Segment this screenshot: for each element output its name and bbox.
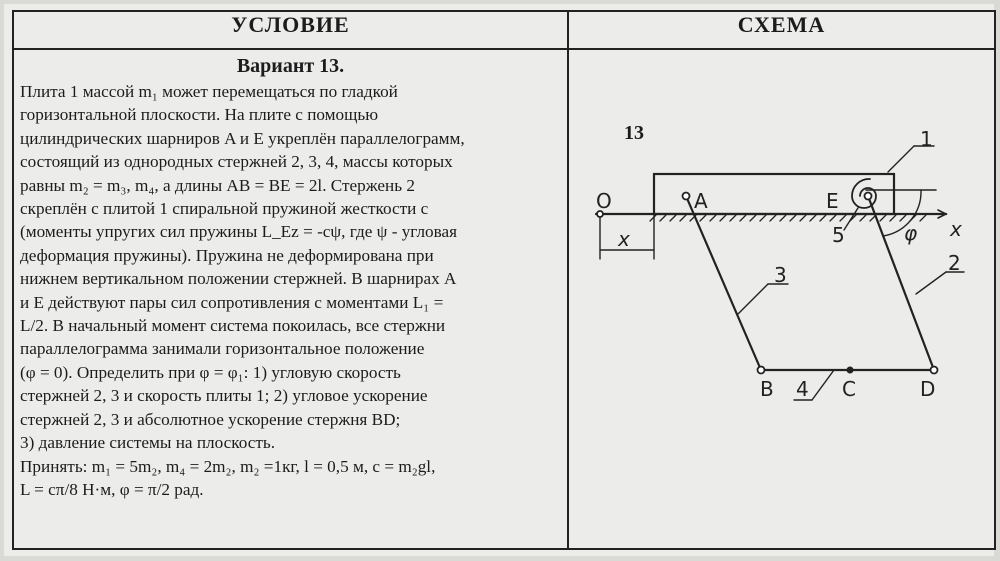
- leader-4: [812, 370, 834, 400]
- text-line: нижнем вертикальном положении стержней. В шарнирах A: [20, 269, 457, 289]
- condition-header: УСЛОВИЕ: [13, 11, 568, 49]
- text-line: скреплён с плитой 1 спиральной пружиной жесткости c: [20, 199, 429, 219]
- text-line: Принять: m₁ = 5m₂, m₄ = 2m₂, m₂ =1кг, l = 0,5 м, c = m₂gl,: [20, 456, 436, 476]
- rod-3: [686, 196, 761, 370]
- joint-d: [931, 367, 938, 374]
- ground-hatching: [650, 215, 926, 221]
- scheme-header: СХЕМА: [568, 11, 995, 49]
- text-line: L/2. В начальный момент система покоилась, все стержни: [20, 316, 446, 336]
- label-d: D: [920, 377, 936, 401]
- mechanism-diagram: [576, 124, 986, 424]
- text-line: стержней 2, 3 и скорость плиты 1; 2) угловое ускорение: [20, 386, 428, 406]
- problem-text: [14, 80, 567, 501]
- joint-a: [683, 193, 690, 200]
- variant-title: Вариант 13.: [236, 55, 345, 77]
- condition-cell: [13, 49, 568, 549]
- label-x-axis: x: [950, 217, 962, 241]
- label-b: B: [760, 377, 774, 401]
- text-line: цилиндрических шарниров A и E укреплён параллелограмм,: [20, 128, 465, 148]
- label-e: E: [826, 189, 839, 213]
- label-5: 5: [832, 223, 845, 247]
- text-line: параллелограмма занимали горизонтальное положение: [20, 339, 425, 359]
- rod-2: [868, 196, 934, 370]
- leader-5: [844, 208, 858, 230]
- point-c: [847, 367, 854, 374]
- joint-e: [865, 193, 872, 200]
- figure-number: 13: [624, 122, 644, 144]
- text-line: L = cπ/8 Н·м, φ = π/2 рад.: [20, 479, 204, 499]
- label-a: A: [694, 189, 708, 213]
- label-2: 2: [948, 251, 961, 275]
- text-line: стержней 2, 3 и абсолютное ускорение стержня BD;: [20, 409, 401, 429]
- spiral-spring-5: [852, 179, 876, 208]
- text-line: (φ = 0). Определить при φ = φ₁: 1) угловую скорость: [20, 362, 401, 382]
- label-o: O: [596, 189, 612, 213]
- label-1: 1: [920, 127, 933, 151]
- leader-2: [916, 272, 946, 294]
- text-line: Плита 1 массой m₁ может перемещаться по гладкой: [20, 82, 398, 101]
- text-line: горизонтальной плоскости. На плите с помощью: [20, 105, 379, 125]
- text-line: равны m₂ = m₃, m₄, а длины AB = BE = 2l. Стержень 2: [20, 175, 415, 195]
- text-line: (моменты упругих сил пружины L_Ez = -cψ, где ψ - угловая: [20, 222, 458, 242]
- text-line: состоящий из однородных стержней 2, 3, 4, массы которых: [20, 152, 453, 172]
- text-line: деформация пружины). Пружина не деформирована при: [20, 245, 434, 265]
- joint-b: [758, 367, 765, 374]
- leader-3: [738, 284, 768, 314]
- label-4: 4: [796, 377, 809, 401]
- label-c: C: [842, 377, 856, 401]
- task-sheet: [4, 4, 994, 556]
- label-phi: φ: [904, 221, 918, 245]
- leader-1: [888, 146, 914, 172]
- label-3: 3: [774, 263, 787, 287]
- text-line: 3) давление системы на плоскость.: [20, 433, 276, 453]
- text-line: и E действуют пары сил сопротивления с моментами L₁ =: [20, 292, 444, 312]
- label-x-dim: x: [618, 227, 630, 251]
